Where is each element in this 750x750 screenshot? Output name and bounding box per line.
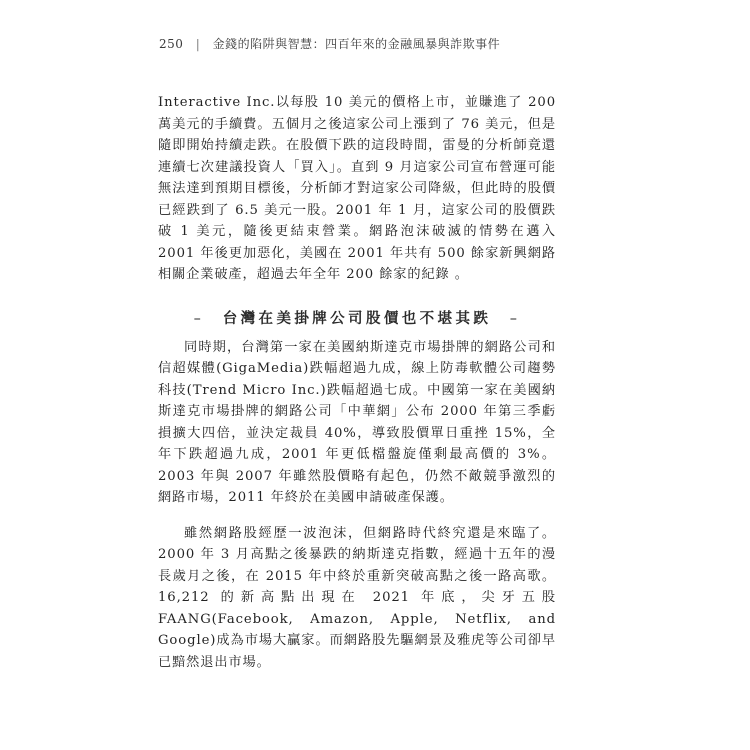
paragraph-gap xyxy=(158,509,556,523)
paragraph: 雖然網路股經歷一波泡沫，但網路時代終究還是來臨了。2000 年 3 月高點之後暴跌的納斯達克指數，經過十五年的漫長歲月之後，在 2015 年中終於重新突破高點之後一路高歌。16,212 的新高點出現在 2021 年底，尖牙五股 FAANG(Facebook, Amazon, Apple, Netflix, and Google)成為市場大贏家。而網路股先驅網景及雅虎等公司卻早已黯然退出市場。 xyxy=(158,525,556,670)
header-separator: | xyxy=(195,37,201,51)
page-number: 250 xyxy=(159,37,184,51)
running-header xyxy=(159,35,500,52)
section-heading xyxy=(158,307,556,328)
heading-dash-left: – xyxy=(193,310,205,327)
section-title: 台灣在美掛牌公司股價也不堪其跌 xyxy=(222,310,492,327)
heading-dash-right: – xyxy=(509,310,521,327)
paragraph: 同時期，台灣第一家在美國納斯達克市場掛牌的網路公司和信超媒體(GigaMedia)跌幅超過九成，線上防毒軟體公司趨勢科技(Trend Micro Inc.)跌幅超過七成。中國第一家在美國納斯達克市場掛牌的網路公司「中華網」公布 2000 年第三季虧損擴大四倍，並決定裁員 40%，導致股價單日重挫 15%，全年下跌超過九成，2001 年更低檔盤旋僅剩最高價的 3%。2003 年與 2007 年雖然股價略有起色，仍然不敵競爭激烈的網路市場，2011 年終於在美國申請破產保護。 xyxy=(158,339,556,505)
page-body xyxy=(158,92,556,673)
paragraph-continued: Interactive Inc.以每股 10 美元的價格上市，並賺進了 200 萬美元的手續費。五個月之後這家公司上漲到了 76 美元，但是隨即開始持續走跌。在股價下跌的這段時間，雷曼的分析師竟還連續七次建議投資人「買入」。直到 9 月這家公司宣布營運可能無法達到預期目標後，分析師才對這家公司降級，但此時的股價已經跌到了 6.5 美元一股。2001 年 1 月，這家公司的股價跌破 1 美元，隨後更結束營業。網路泡沫破滅的情勢在邁入 2001 年後更加惡化，美國在 2001 年共有 500 餘家新興網路相關企業破產，超過去年全年 200 餘家的紀錄 。 xyxy=(158,95,556,282)
book-title: 金錢的陷阱與智慧：四百年來的金融風暴與詐欺事件 xyxy=(212,37,501,51)
